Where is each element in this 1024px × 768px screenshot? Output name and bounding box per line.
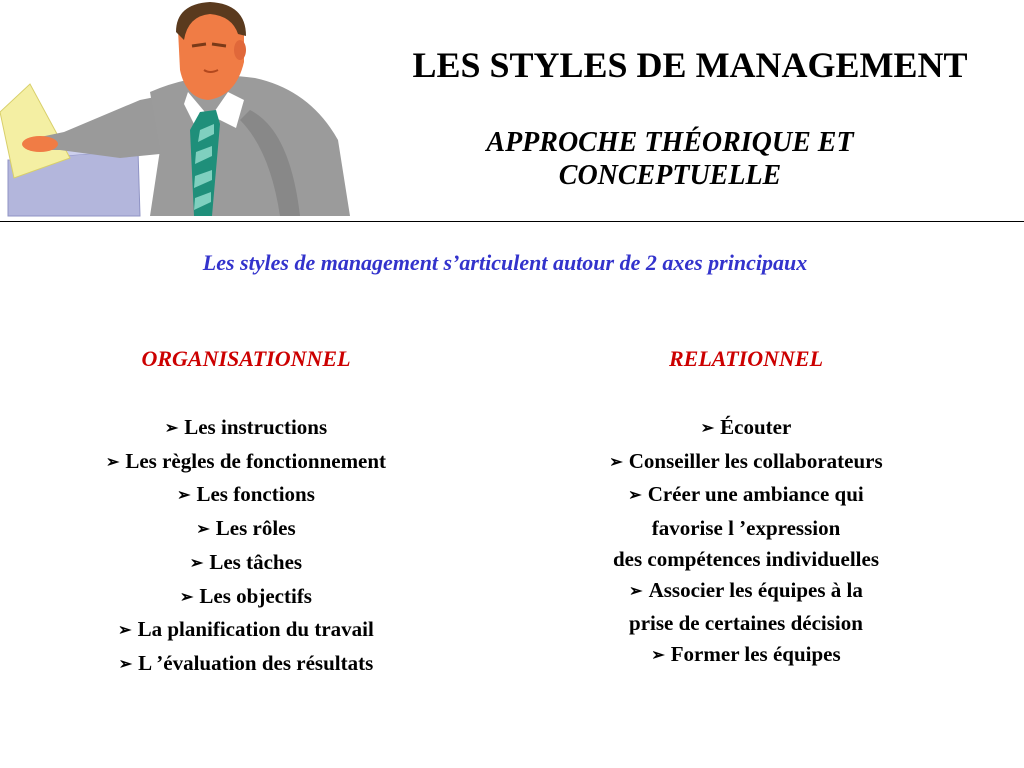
list-item (60, 614, 432, 648)
list-item-continuation (560, 544, 932, 575)
list-item (560, 575, 932, 609)
list-item-text: des compétences individuelles (613, 546, 879, 571)
arrowhead-bullet-icon: ➢ (196, 521, 210, 539)
column-relationnel (560, 344, 932, 673)
list-item (560, 412, 932, 446)
arrowhead-bullet-icon: ➢ (105, 453, 120, 471)
list-item (60, 648, 432, 682)
list-item-text: Les instructions (184, 415, 328, 439)
column-heading: RELATIONNEL (668, 346, 824, 371)
intro-text: Les styles de management s’articulent autour de 2 axes principaux (202, 250, 808, 275)
arrowhead-bullet-icon: ➢ (700, 420, 715, 437)
list-item-text: Former les équipes (670, 641, 841, 666)
arrowhead-bullet-icon: ➢ (609, 453, 623, 471)
subtitle-line: APPROCHE THÉORIQUE ET (486, 127, 854, 158)
list-item (560, 479, 932, 513)
list-item-text: favorise l ’expression (651, 516, 841, 541)
list-item-text: La planification du travail (137, 617, 374, 642)
list-item-continuation (560, 608, 932, 639)
list-item-text: Associer les équipes à la (648, 577, 863, 602)
page-subtitle (400, 126, 940, 192)
list-item-text: L ’évaluation des résultats (138, 650, 374, 675)
list-item (60, 412, 432, 446)
businessman-clipart (0, 0, 360, 218)
list-item-text: Les règles de fonctionnement (125, 448, 387, 473)
column-organisationnel (60, 344, 432, 682)
list-item (560, 446, 932, 480)
list-item (60, 513, 432, 547)
column-list (60, 412, 432, 682)
arrowhead-bullet-icon: ➢ (118, 655, 133, 673)
header-divider (0, 221, 1024, 222)
arrowhead-bullet-icon: ➢ (164, 420, 179, 437)
list-item-text: prise de certaines décision (629, 611, 863, 636)
list-item-text: Les rôles (215, 516, 296, 541)
list-item (60, 581, 432, 615)
list-item (60, 446, 432, 480)
arrowhead-bullet-icon: ➢ (189, 554, 204, 572)
arrowhead-bullet-icon: ➢ (180, 588, 194, 606)
arrowhead-bullet-icon: ➢ (628, 487, 642, 505)
list-item-text: Les objectifs (199, 583, 312, 608)
list-item-text: Écouter (720, 415, 792, 439)
arrowhead-bullet-icon: ➢ (118, 622, 132, 640)
column-heading: ORGANISATIONNEL (141, 346, 351, 371)
subtitle-line: CONCEPTUELLE (558, 160, 782, 192)
list-item (60, 547, 432, 581)
list-item (560, 639, 932, 673)
page-title: LES STYLES DE MANAGEMENT (412, 45, 968, 85)
list-item-text: Les fonctions (196, 482, 315, 507)
arrowhead-bullet-icon: ➢ (629, 582, 643, 600)
list-item-text: Conseiller les collaborateurs (628, 448, 883, 473)
column-list (560, 412, 932, 673)
list-item-text: Les tâches (209, 549, 303, 574)
list-item (60, 479, 432, 513)
list-item-text: Créer une ambiance qui (647, 482, 864, 507)
list-item-continuation (560, 513, 932, 544)
arrowhead-bullet-icon: ➢ (177, 487, 191, 505)
arrowhead-bullet-icon: ➢ (651, 646, 665, 664)
